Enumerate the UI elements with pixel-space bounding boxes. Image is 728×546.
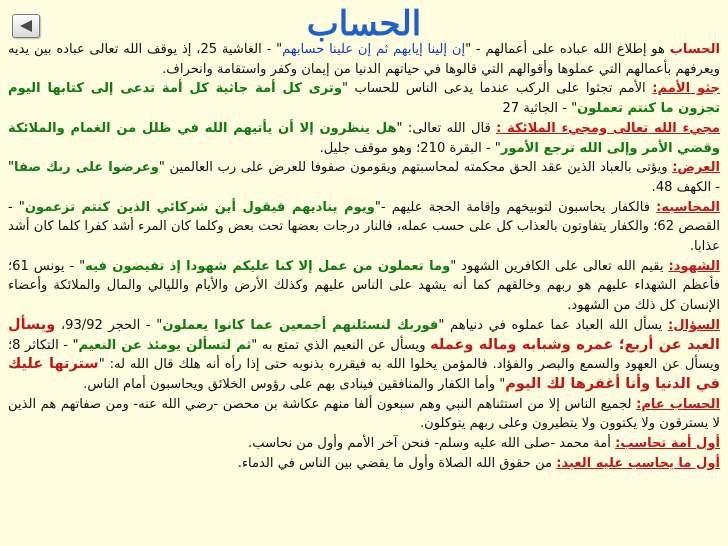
quran-verse: وما تعملون من عمل إلا كنا عليكم شهودا إذ تفيضون فيه [85,258,451,274]
paragraph-awwal-ma [8,454,720,474]
paragraph-text: " - القصص 62؛ والكفار يتفاوتون بالعذاب كل على حسب عمله، فالنار درجات بعضها تحت بعض وكلما كان المرء أشد كفرا كلما كان أشد عذابا. [8,199,720,255]
paragraph-heading: العرض: [672,160,720,176]
paragraph-text: " - يونس 61؛ فأعظم الشهداء عليهم هو ربهم وخالقهم كما أنه يشهد على الناس عليهم وكذلك الأرض والأيام والليالي والمال والملائكة وأعضاء الإنسان كل ذلك من الشهود. [8,258,720,314]
paragraph-text: ويسأل عن النعيم الذي تمتع به " [251,337,431,353]
paragraph-heading: السؤال: [667,317,720,333]
paragraph-muhasaba [8,198,720,257]
paragraph-heading: جثو الأمم: [652,81,720,97]
paragraph-text: من حقوق الله الصلاة وأول ما يقضي بين الناس في الدماء. [237,455,557,471]
quran-verse: وعرضوا على ربك صفا [14,160,159,176]
paragraph-shuhud [8,257,720,316]
paragraph-text: يسأل الله العباد عما عملوه في دنياهم " [438,317,668,333]
paragraph-hisab [8,40,720,79]
paragraph-heading: أول أمة تحاسب: [615,436,720,452]
paragraph-juthu [8,79,720,118]
paragraph-text: قال الله تعالى: " [396,120,497,136]
page-title: الحساب [306,4,422,44]
paragraph-text: فالكفار يحاسبون لتوبيخهم وإقامة الحجة عليهم -" [374,199,657,215]
paragraph-text: أمة محمد -صلى الله عليه وسلم- فنحن آخر الأمم وأول من نحاسب. [248,436,616,452]
paragraph-heading: الحساب عام: [636,396,720,412]
hadith-text: سترتها عليك في الدنيا وأنا أغفرها لك اليوم [8,356,720,392]
paragraph-text: " - الحجر 93/92، [55,317,163,333]
quran-verse: وترى كل أمة جاثية كل أمة تدعى إلى كتابها اليوم تجزون ما كنتم تعملون [8,81,720,117]
paragraph-text: " - البقرة 210؛ وهو موقف جليل. [319,140,501,156]
hadith-text: ويسأل العبد عن أربع؛ عمره وشبابه وماله وعمله [8,316,720,353]
paragraph-heading: أول ما يحاسب عليه العبد: [556,455,720,471]
paragraph-text: يقيم الله تعالى على الكافرين الشهود " [450,258,669,274]
paragraph-text: " - الكهف 48. [8,160,720,195]
paragraph-heading: المحاسبه: [656,199,720,215]
paragraph-text: لجميع الناس إلا من استثناهم النبي وهم سبعون ألفا منهم عكاشة بن محصن -رضي الله عنه- ومن صفاتهم هم الذين لا يسترقون ولا يكتوون ولا يتطيرون وعلى ربهم يتوكلون. [8,396,720,432]
quran-verse: ويوم يناديهم فيقول أين شركائي الذين كنتم تزعمون [24,199,375,215]
paragraph-text: " - الجاثية 27 [502,101,578,117]
paragraph-heading: الحساب [669,42,720,57]
back-button[interactable] [12,14,40,38]
back-arrow-icon [19,20,33,32]
paragraph-text: هو إطلاع الله عباده على أعمالهم - " [465,42,670,57]
paragraph-text: الأمم تجثوا على الركب عندما يدعى الناس للحساب " [341,81,653,97]
paragraph-sual [8,316,720,395]
paragraph-heading: مجيء الله تعالى ومجيء الملائكة : [496,120,721,136]
paragraph-text: ويؤتى بالعباد الذين عقد الحق محكمته لمحاسبتهم ويقومون صفوفا للعرض على رب العالمين " [158,160,673,176]
paragraph-majee [8,119,720,158]
quran-verse: هل ينظرون إلا أن يأتيهم الله في ظلل من الغمام والملائكة وقضي الأمر وإلى الله ترجع الأمور [8,120,720,156]
quran-verse: ثم لتسألن يومئذ عن النعيم [78,337,252,353]
content-body [8,40,720,546]
paragraph-awwal-umma [8,434,720,454]
paragraph-text: " - التكاثر 8؛ ويسأل عن العهود والسمع والبصر والفؤاد. فالمؤمن يخلوا الله به فيقرره بذنوبه حتى إذا رأه أنه هلك قال الله له: " [8,337,721,373]
paragraph-hisab-aam [8,395,720,434]
paragraph-ard [8,158,720,197]
paragraph-text: " - الغاشية 25، إذ يوقف الله تعالى عباده بين يديه ويعرفهم بأعمالهم التي عملوها وأقوالهم التي قالوها في حياتهم الدنيا من إيمان وكفر واستقامة وانحراف. [8,42,720,77]
paragraph-heading: الشهود: [668,258,720,274]
quran-verse: إن إلينا إيابهم ثم إن علينا حسابهم [282,42,466,57]
paragraph-text: " وأما الكفار والمنافقين فينادى بهم على رؤوس الخلائق ويحاسبون أمام الناس. [83,376,506,392]
quran-verse: فوربك لنسئلنهم أجمعين عما كانوا يعملون [162,317,439,333]
